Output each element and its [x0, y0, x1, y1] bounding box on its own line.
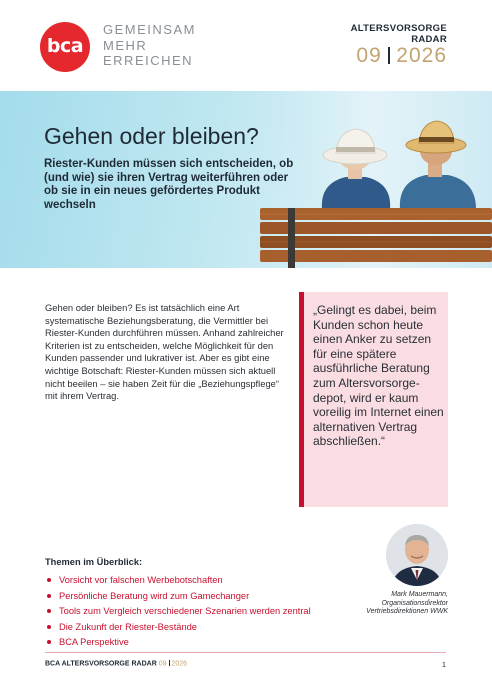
bullet-icon — [47, 594, 51, 598]
page-header — [0, 0, 492, 90]
publication-title — [351, 23, 447, 45]
topic-item-label: Tools zum Vergleich verschiedener Szenarien werden zentral — [59, 606, 311, 616]
topic-item[interactable] — [45, 589, 311, 605]
portrait-caption — [366, 591, 448, 617]
topic-item[interactable] — [45, 620, 311, 636]
bullet-icon — [47, 625, 51, 629]
issue-number — [356, 44, 447, 68]
topic-item[interactable] — [45, 635, 311, 651]
pull-quote-text: „Gelingt es dabei, beim Kunden schon heute einen Anker zu setzen für eine spätere ausführliche Beratung zum Altersvorsorgedepot, wird er kaum voreilig im Internet einen alternativen Vertrag abschließen.“ — [313, 303, 444, 449]
tagline-line-2: MEHR — [103, 37, 148, 53]
hero-banner — [0, 91, 492, 268]
bullet-icon — [47, 609, 51, 613]
tagline-line-1: GEMEINSAM — [103, 22, 196, 37]
footer-issue-month: 09 — [158, 660, 167, 668]
footer-issue-separator — [169, 660, 170, 666]
author-portrait — [386, 524, 448, 586]
page-number: 1 — [441, 660, 446, 669]
topics-list — [45, 573, 311, 651]
topic-item-label: Die Zukunft der Riester-Bestände — [59, 621, 197, 632]
topics-overview — [45, 557, 311, 651]
topic-item-label: Persönliche Beratung wird zum Gamechanger — [59, 590, 250, 601]
footer-title: BCA ALTERSVORSORGE RADAR — [45, 660, 157, 668]
topics-heading: Themen im Überblick: — [45, 557, 143, 567]
bullet-icon — [47, 578, 51, 582]
issue-separator — [388, 47, 391, 64]
hero-title: Gehen oder bleiben? — [44, 123, 259, 149]
topic-item[interactable] — [45, 573, 311, 589]
publication-title-line-1: ALTERSVORSORGE — [350, 23, 447, 34]
footer-issue-year: 2026 — [171, 660, 188, 668]
topic-item-label: BCA Perspektive — [59, 637, 129, 647]
logo-tagline — [103, 22, 196, 69]
tagline-line-3: ERREICHEN — [103, 53, 194, 68]
person-role-2: Vertriebsdirektionen WWK — [366, 608, 448, 616]
person-role-1: Organisationsdirektor — [381, 599, 448, 607]
hero-subtitle: Riester-Kunden müssen sich entscheiden, ob (und wie) sie ihren Vertrag weiterführen oder ob sie in ein neues gefördertes Produkt wechseln — [44, 158, 294, 211]
issue-year: 2026 — [396, 44, 447, 67]
issue-month: 09 — [356, 44, 382, 67]
pull-quote — [299, 292, 448, 507]
intro-paragraph: Gehen oder bleiben? Es ist tatsächlich eine Art systematische Beziehungsberatung, die Vermittler bei Riester-Kunden durchführen müssen. Anhand zahlreicher Kriterien ist zu entscheiden, welche Möglichkeit für den Kunden passender und lukrativer ist. Aber es gibt eine wichtige Botschaft: Riester-Kunden müssen sich aktuell nicht beeilen – sie haben Zeit für die „Beziehungspflege“ mit ihrem Vertrag. — [45, 302, 284, 402]
publication-title-line-2: RADAR — [411, 34, 447, 45]
person-name: Mark Mauermann, — [391, 591, 448, 598]
topic-item[interactable] — [45, 604, 311, 620]
footer-divider — [45, 652, 446, 653]
bca-logo: bca — [40, 22, 90, 72]
portrait-photo — [386, 524, 448, 586]
topic-item-label: Vorsicht vor falschen Werbebotschaften — [59, 575, 223, 585]
bullet-icon — [47, 640, 51, 644]
footer-publication — [45, 660, 187, 668]
